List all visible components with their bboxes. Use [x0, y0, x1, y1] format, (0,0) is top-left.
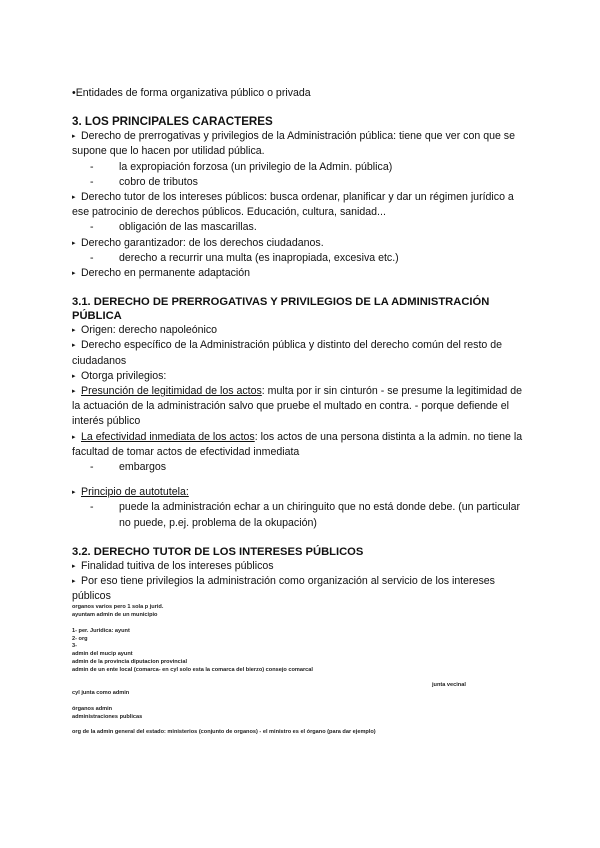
triangle-bullet-icon: ▸ — [72, 194, 76, 202]
note-line: 2- org — [72, 635, 88, 642]
triangle-bullet-icon: ▸ — [72, 562, 76, 570]
section-3-title: 3. LOS PRINCIPALES CARACTERES — [72, 115, 273, 129]
triangle-bullet-icon: ▸ — [72, 270, 76, 278]
note-line: administraciones publicas — [72, 713, 143, 720]
s31-privilege-2: ▸ La efectividad inmediata de los actos: los actos de una persona distinta a la admin. no tiene la facultad de tomar actos de efectividad inmediata — [72, 430, 523, 458]
s31-bullet-1: ▸ Origen: derecho napoleónico — [72, 323, 532, 338]
note-line: ayuntam admin de un municipio — [72, 612, 158, 619]
triangle-bullet-icon: ▸ — [72, 433, 76, 441]
s31-p2-dash-1: - embargos — [90, 461, 167, 474]
triangle-bullet-icon: ▸ — [72, 372, 76, 380]
note-line: admin de la provincia diputacion provincial — [72, 659, 188, 666]
triangle-bullet-icon: ▸ — [72, 133, 76, 141]
s32-bullet-2: ▸ Por eso tiene privilegios la administración como organización al servicio de los intereses públicos — [72, 575, 495, 603]
note-line: organos varios pero 1 sola p jurid. — [72, 604, 164, 611]
section-3-2-title: 3.2. DERECHO TUTOR DE LOS INTERESES PÚBLICOS — [72, 545, 364, 558]
note-line: admin de un ente local (comarca- en cyl solo esta la comarca del bierzo) consejo comarcal — [72, 666, 313, 673]
s31-p3-dash-1: - puede la administración echar a un chiringuito que no está donde debe. (un particular no puede, p.ej. problema de la okupación) — [90, 501, 521, 529]
document-page — [72, 86, 532, 737]
note-line: org de la admin general del estado: ministerios (conjunto de organos) - el ministro es el órgano (para dar ejemplo) — [72, 729, 376, 736]
s3-b3-dash-1: - derecho a recurrir una multa (es inapropiada, excesiva etc.) — [90, 251, 399, 264]
section-3-1-title: 3.1. DERECHO DE PRERROGATIVAS Y PRIVILEGIOS DE LA ADMINISTRACIÓN PÚBLICA — [72, 296, 490, 323]
note-line: cyl junta como admin — [72, 690, 130, 697]
s3-bullet-2: ▸ Derecho tutor de los intereses públicos: busca ordenar, planificar y dar un régimen jurídico a ese patrocinio de derechos públicos. Educación, cultura, sanidad... — [72, 191, 514, 219]
note-line: 1- per. Juridica: ayunt — [72, 627, 130, 634]
note-line: 3- — [72, 643, 77, 650]
intro-line: •Entidades de forma organizativa público o privada — [72, 87, 311, 99]
note-line: admin del mucip ayunt — [72, 651, 133, 658]
triangle-bullet-icon: ▸ — [72, 388, 76, 396]
s3-bullet-1: ▸ Derecho de prerrogativas y privilegios de la Administración pública: tiene que ver con que se supone que lo hacen por utilidad pública. — [72, 130, 515, 158]
s31-bullet-2: ▸ Derecho específico de la Administración pública y distinto del derecho común del resto de ciudadanos — [72, 339, 503, 367]
s32-bullet-1: ▸ Finalidad tuitiva de los intereses públicos — [72, 559, 532, 574]
handwritten-notes — [72, 604, 532, 737]
note-line: junta vecinal — [432, 682, 466, 689]
s31-privilege-1: ▸ Presunción de legitimidad de los actos: multa por ir sin cinturón - se presume la legitimidad de la actuación de la administración salvo que pruebe el multado en contra. - porque defiende el interés público — [72, 385, 523, 428]
triangle-bullet-icon: ▸ — [72, 239, 76, 247]
s3-bullet-3: ▸ Derecho garantizador: de los derechos ciudadanos. — [72, 236, 532, 251]
s31-privilege-3: ▸ Principio de autotutela: — [72, 485, 532, 500]
s3-b1-dash-2: - cobro de tributos — [90, 175, 198, 188]
note-line: órganos admin — [72, 705, 113, 712]
s3-b2-dash-1: - obligación de las mascarillas. — [90, 221, 257, 234]
s3-bullet-4: ▸ Derecho en permanente adaptación — [72, 266, 532, 281]
triangle-bullet-icon: ▸ — [72, 578, 76, 586]
triangle-bullet-icon: ▸ — [72, 342, 76, 350]
triangle-bullet-icon: ▸ — [72, 489, 76, 497]
s3-b1-dash-1: - la expropiación forzosa (un privilegio de la Admin. pública) — [90, 160, 393, 173]
s31-bullet-3: ▸ Otorga privilegios: — [72, 369, 532, 384]
triangle-bullet-icon: ▸ — [72, 327, 76, 335]
